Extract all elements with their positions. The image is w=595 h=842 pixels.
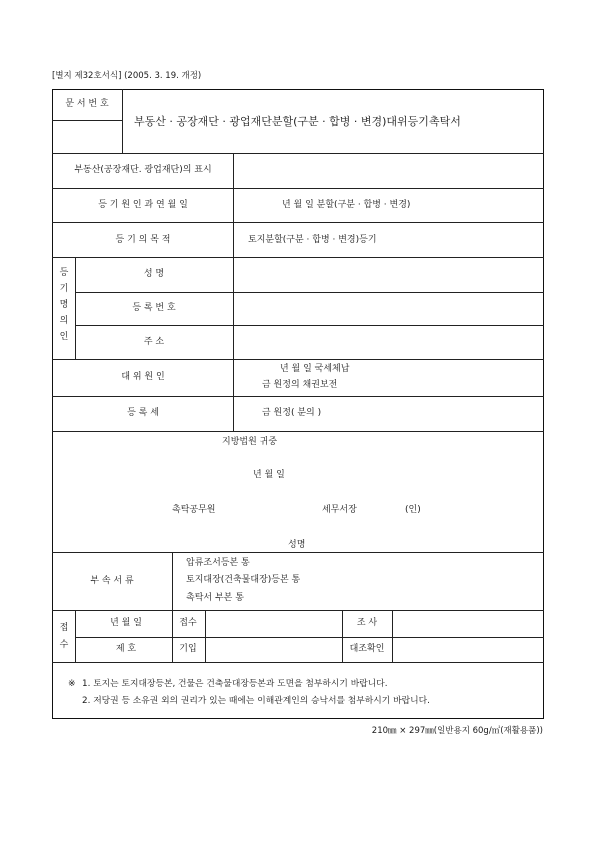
holder-side-5: 인: [59, 332, 69, 342]
holder-regno-label: 등 록 번 호: [132, 303, 176, 313]
receipt-label: 접수: [179, 618, 197, 628]
court-line: 지방법원 귀중: [222, 437, 278, 447]
receipt-side-1: 접: [59, 623, 69, 633]
receipt-date-label: 년 월 일: [110, 618, 142, 628]
purpose-value: 토지분할(구분 · 합병 · 변경)등기: [248, 235, 377, 245]
tax-value: 금 원정( 분의 ): [262, 408, 322, 418]
seal-mark: (인): [405, 505, 421, 515]
official-label: 촉탁공무원: [172, 505, 216, 515]
check-label: 조 사: [356, 618, 378, 628]
tax-label: 등 록 세: [127, 408, 159, 418]
form-reference: [별지 제32호서식] (2005. 3. 19. 개정): [52, 71, 202, 81]
verify-label: 대조확인: [349, 644, 385, 654]
office-label: 세무서장: [322, 505, 357, 515]
doc-number-label: 문 서 번 호: [65, 99, 109, 109]
subrogation-line-2: 금 원정의 채권보전: [262, 380, 338, 390]
purpose-label: 등 기 의 목 적: [115, 235, 171, 245]
cause-label: 등 기 원 인 과 연 월 일: [98, 200, 188, 210]
receipt-number-label: 제 호: [115, 644, 137, 654]
note-1: 1. 토지는 토지대장등본, 건물은 건축물대장등본과 도면을 첨부하시기 바랍니다.: [82, 679, 388, 689]
holder-side-2: 기: [59, 284, 69, 294]
receipt-side-2: 수: [59, 640, 69, 650]
entry-label: 기입: [179, 644, 197, 654]
subrogation-label: 대 위 원 인: [121, 372, 165, 382]
date-line: 년 월 일: [253, 470, 285, 480]
note-mark: ※: [68, 679, 76, 689]
property-label: 부동산(공장재단. 광업재단)의 표시: [74, 165, 212, 175]
note-2: 2. 저당권 등 소유권 외의 권리가 있는 때에는 이해관계인의 승낙서를 첨부하시기 바랍니다.: [82, 696, 430, 706]
holder-side-4: 의: [59, 316, 69, 326]
paper-spec-footer: 210㎜ × 297㎜(일반용지 60g/㎡(재활용품)): [371, 726, 543, 736]
subrogation-line-1: 년 월 일 국세체납: [280, 364, 350, 374]
holder-name-label: 성 명: [143, 269, 165, 279]
holder-side-1: 등: [59, 268, 69, 278]
attachment-item-2: 토지대장(건축물대장)등본 통: [186, 575, 301, 585]
attachment-item-1: 압류조서등본 통: [186, 558, 250, 568]
holder-side-3: 명: [59, 300, 69, 310]
signature-name-label: 성명: [288, 540, 306, 550]
attachments-label: 부 속 서 류: [90, 576, 134, 586]
form-title: 부동산 · 공장재단 · 광업재단분할(구분 · 합병 · 변경)대위등기촉탁서: [134, 115, 461, 128]
holder-address-label: 주 소: [143, 337, 165, 347]
cause-value: 년 월 일 분할(구분 · 합병 · 변경): [282, 200, 411, 210]
attachment-item-3: 촉탁서 부본 통: [186, 593, 244, 603]
